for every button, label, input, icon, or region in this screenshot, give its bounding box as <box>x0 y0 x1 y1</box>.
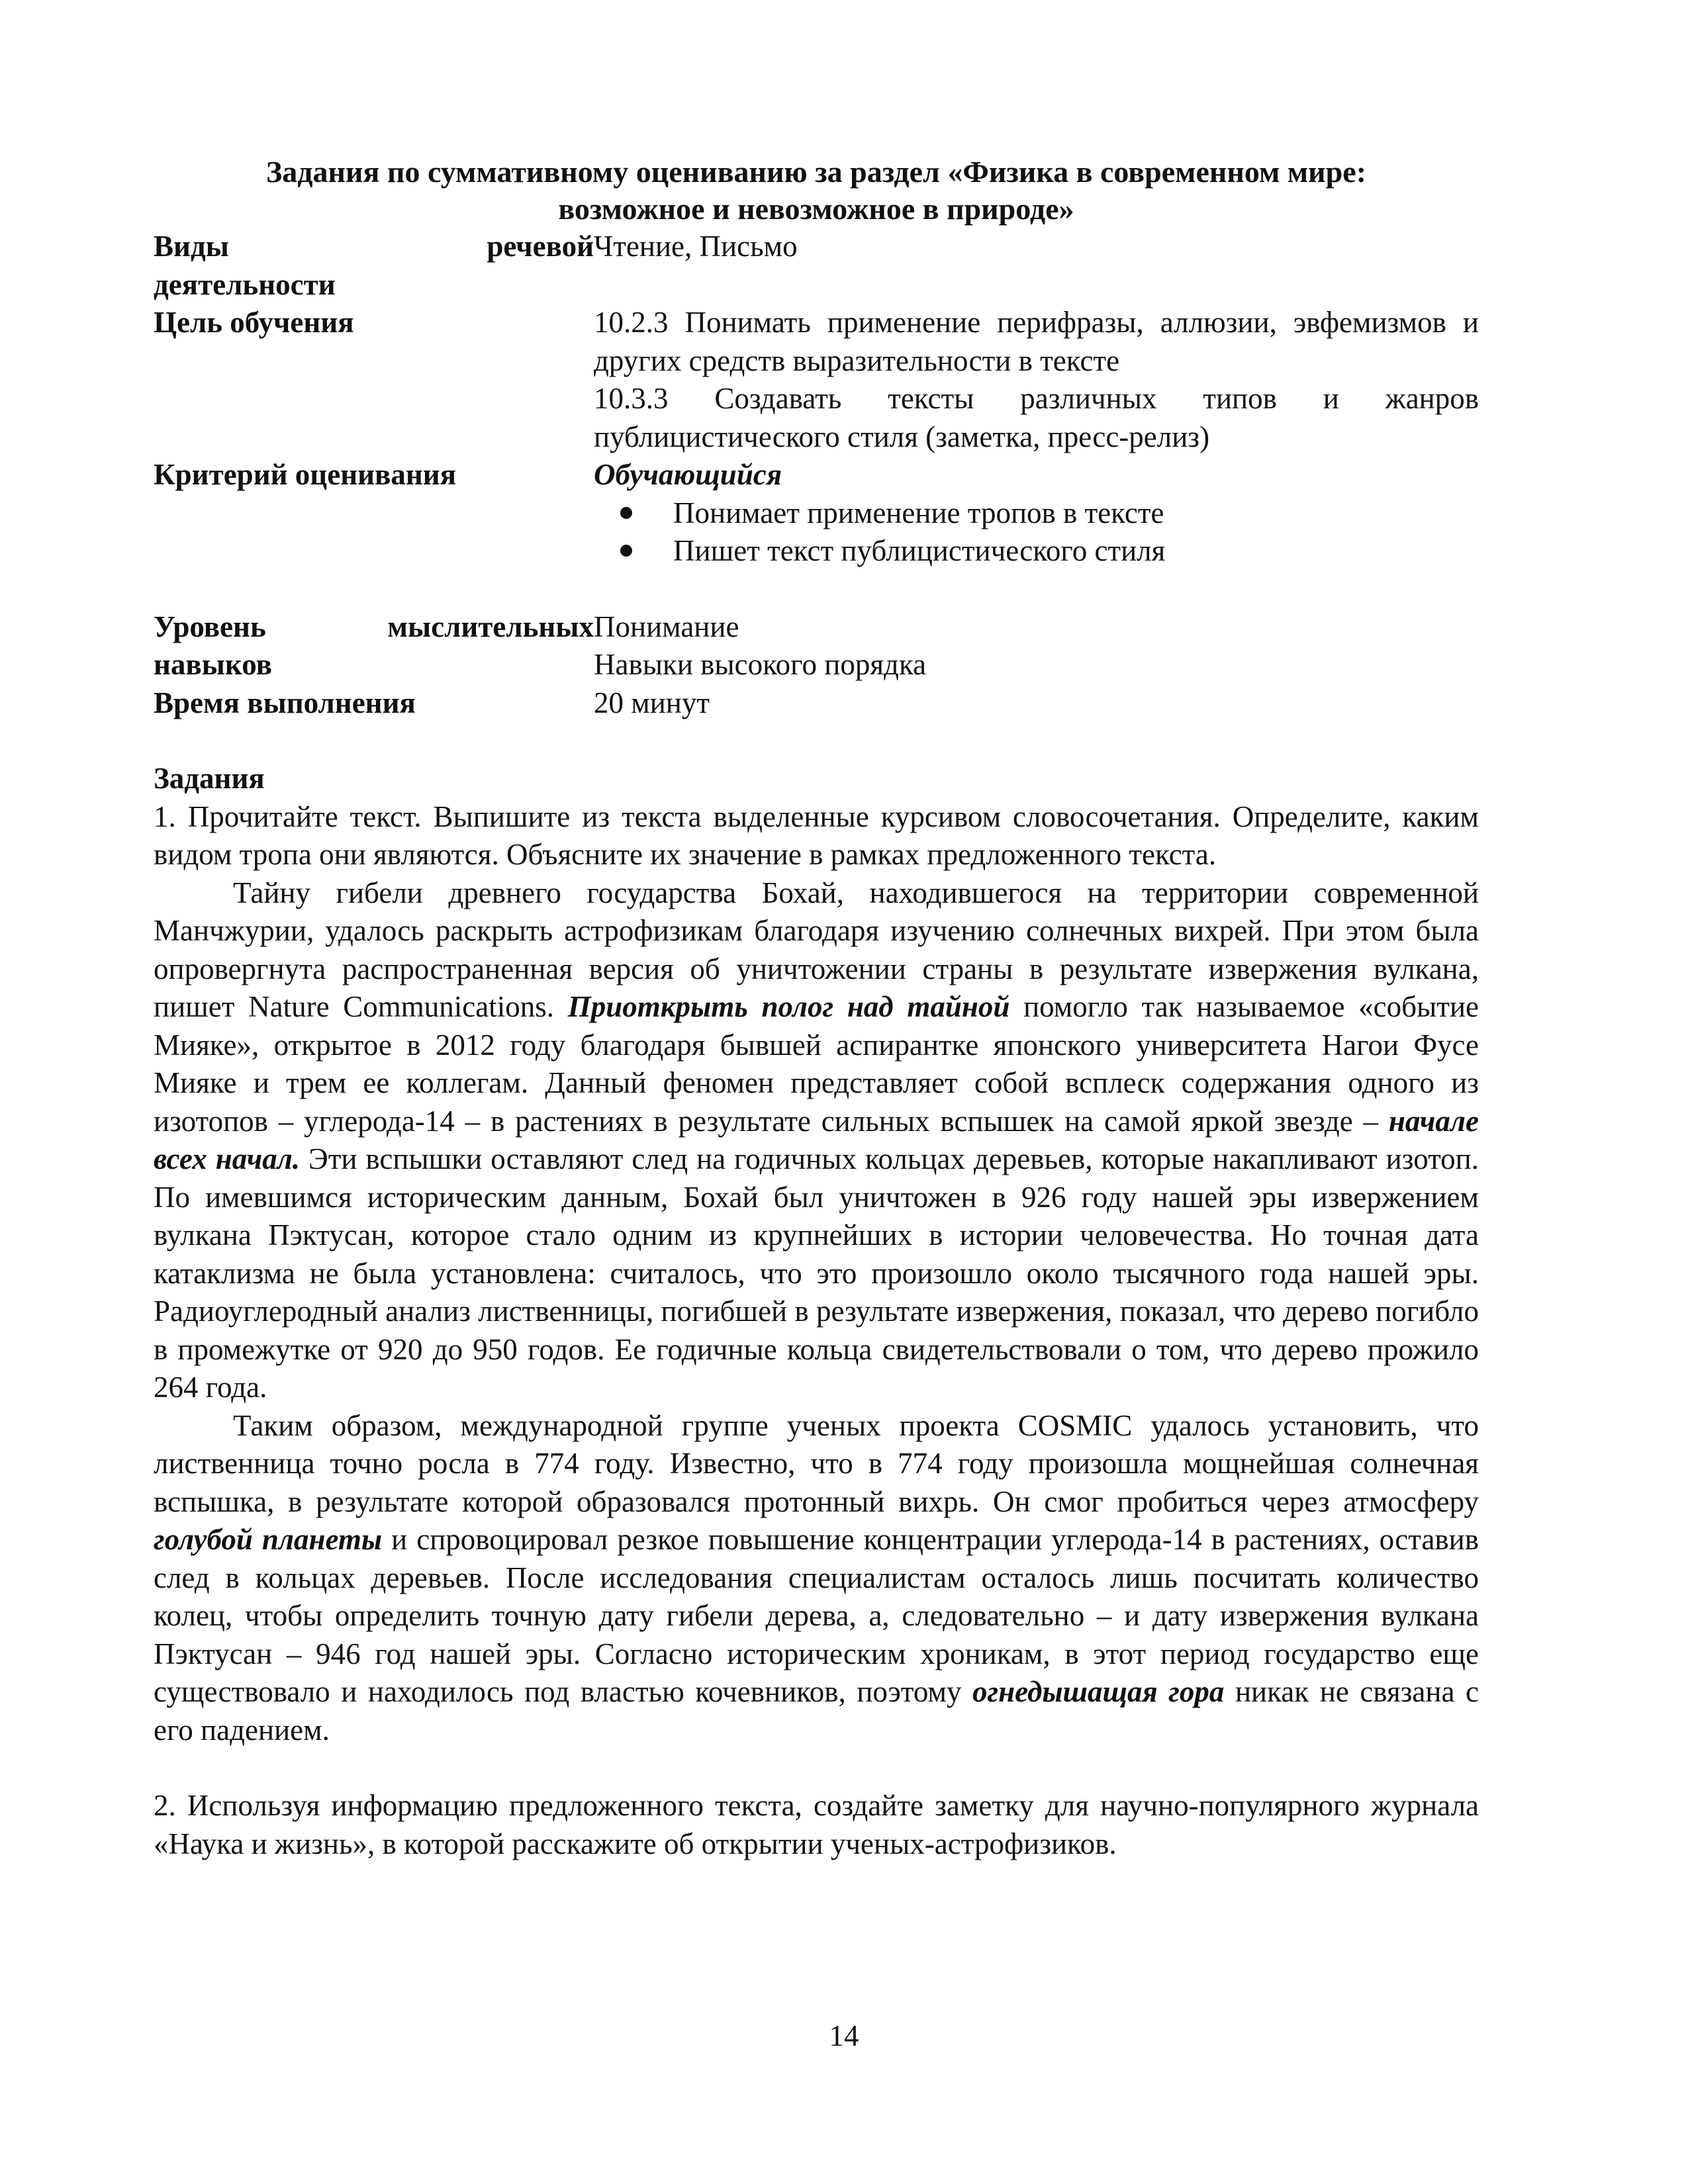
p2-emphasis-2: огнедышащая гора <box>972 1675 1225 1708</box>
bullet-icon <box>620 507 632 519</box>
criterion-value <box>594 456 1479 570</box>
goal-value-2: 10.3.3 Создавать тексты различных типов и жанров публицистического стиля (заметка, пресс-релиз) <box>594 382 1479 453</box>
p2-text-b: и спровоцировал резкое повышение концентрации углерода-14 в растениях, оставив след в кольцах деревьев. После исследования специалистам осталось лишь посчитать количество колец, чтобы определить точную дату гибели дерева, а, следовательно – и дату извержения вулкана Пэктусан – 946 год нашей эры. Согласно историческим хроникам, в этот период государство еще существовало и находилось под властью кочевников, поэтому <box>154 1523 1479 1708</box>
spacer <box>154 1749 1479 1787</box>
text-paragraph-2 <box>154 1407 1479 1750</box>
title-line-2: возможное и невозможное в природе» <box>558 192 1074 226</box>
meta-row-goal <box>154 304 1479 456</box>
page-content <box>154 154 1479 1863</box>
goal-value-1: 10.2.3 Понимать применение перифразы, аллюзии, эвфемизмов и других средств выразительности в тексте <box>594 306 1479 377</box>
meta-row-time <box>154 684 1479 723</box>
level-label-word3: навыков <box>154 648 272 681</box>
criterion-item-2: Пишет текст публицистического стиля <box>673 534 1166 567</box>
criterion-item-1: Понимает применение тропов в тексте <box>673 496 1164 529</box>
meta-row-activity <box>154 228 1479 304</box>
p1-text-b: помогло так называемое «событие Мияке», открытое в 2012 году благодаря бывшей аспирантке японского университета Нагои Фусе Мияке и трем ее коллегам. Данный феномен представляет собой всплеск содержания одного из изотопов – углерода-14 – в растениях в результате сильных вспышек на самой яркой звезде – <box>154 990 1479 1138</box>
level-label-word2: мыслительных <box>387 610 594 643</box>
goal-label: Цель обучения <box>154 306 354 339</box>
assessment-meta-table <box>154 228 1479 722</box>
list-item <box>594 494 1479 533</box>
task1-instruction: 1. Прочитайте текст. Выпишите из текста выделенные курсивом словосочетания. Определите, каким видом тропа они являются. Объясните их значение в рамках предложенного текста. <box>154 799 1479 871</box>
level-value <box>594 608 1479 684</box>
activity-value: Чтение, Письмо <box>594 230 798 263</box>
document-title <box>154 154 1479 228</box>
meta-row-criterion <box>154 456 1479 570</box>
criterion-list <box>594 494 1479 570</box>
p2-text-c: никак не связана с его падением. <box>154 1675 1479 1747</box>
level-value-1: Понимание <box>594 610 739 643</box>
p1-text-a: Тайну гибели древнего государства Бохай, находившегося на территории современной Манчжурии, удалось раскрыть астрофизикам благодаря изучению солнечных вихрей. При этом была опровергнута распространенная версия об уничтожении страны в результате извержения вулкана, пишет Nature Communications. <box>154 876 1479 1023</box>
p2-text-a: Таким образом, международной группе ученых проекта COSMIC удалось установить, что лиственница точно росла в 774 году. Известно, что в 774 году произошла мощнейшая солнечная вспышка, в результате которой образовался протонный вихрь. Он смог пробиться через атмосферу <box>154 1408 1479 1518</box>
spacer <box>154 722 1479 760</box>
title-line-1: Задания по суммативному оцениванию за раздел «Физика в современном мире: <box>266 155 1366 189</box>
p2-emphasis-1: голубой планеты <box>154 1523 383 1556</box>
spacer <box>154 570 1479 608</box>
goal-value <box>594 304 1479 456</box>
activity-label-word1: Виды <box>154 230 229 263</box>
activity-label-word3: деятельности <box>154 267 336 301</box>
level-label <box>154 608 594 684</box>
criterion-head: Обучающийся <box>594 458 782 491</box>
meta-row-level <box>154 608 1479 684</box>
p1-emphasis-1: Приоткрыть полог над тайной <box>567 990 1010 1023</box>
text-paragraph-1 <box>154 874 1479 1407</box>
time-label: Время выполнения <box>154 686 416 719</box>
level-value-2: Навыки высокого порядка <box>594 648 927 681</box>
task2-instruction: 2. Используя информацию предложенного текста, создайте заметку для научно-популярного журнала «Наука и жизнь», в которой расскажите об открытии ученых-астрофизиков. <box>154 1789 1479 1860</box>
level-label-word1: Уровень <box>154 610 266 643</box>
criterion-label: Критерий оценивания <box>154 458 457 491</box>
tasks-heading: Задания <box>154 762 265 795</box>
bullet-icon <box>620 545 632 557</box>
level-label-line1 <box>154 608 594 647</box>
p1-text-c: Эти вспышки оставляют след на годичных кольцах деревьев, которые накапливают изотоп. По имевшимся историческим данным, Бохай был уничтожен в 926 году нашей эры извержением вулкана Пэктусан, которое стало одним из крупнейших в истории человечества. Но точная дата катаклизма не была установлена: считалось, что это произошло около тысячного года нашей эры. Радиоуглеродный анализ лиственницы, погибшей в результате извержения, показал, что дерево погибло в промежутке от 920 до 950 годов. Ее годичные кольца свидетельствовали о том, что дерево прожило 264 года. <box>154 1142 1479 1404</box>
page-number: 14 <box>829 2019 859 2052</box>
p1-emphasis-2: начале всех начал. <box>154 1104 1479 1175</box>
list-item <box>594 532 1479 570</box>
activity-label <box>154 228 594 304</box>
activity-label-line1 <box>154 228 594 266</box>
activity-label-word2: речевой <box>487 230 594 263</box>
time-value: 20 минут <box>594 686 710 719</box>
